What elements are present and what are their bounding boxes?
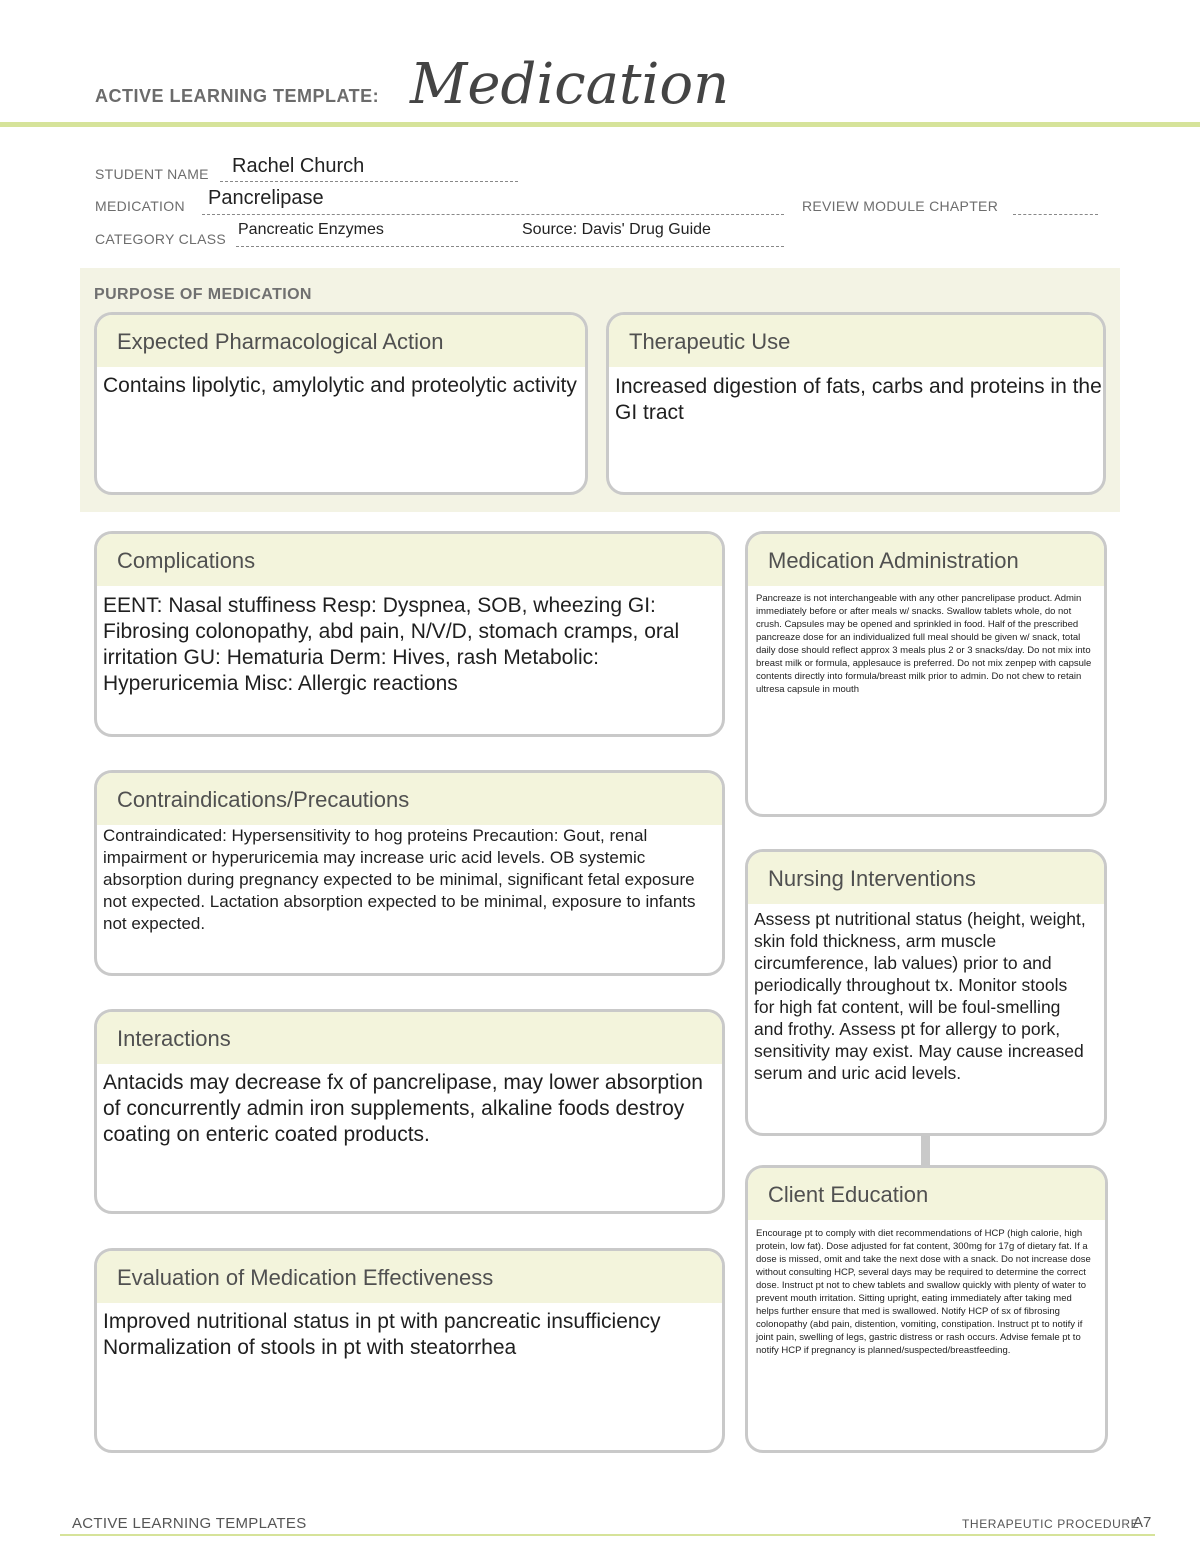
client-education-text[interactable]: Encourage pt to comply with diet recommendations of HCP (high calorie, high protein, low fat). Dose adjusted for fat content, 300mg for 17g of dietary fat. If a dose is missed, omit and take the next dose with a snack. Do not increase dose without consulting HCP, several days may be required to determine the correct dose. Instruct pt not to chew tablets and swallow quickly with plenty of water to prevent mouth irritation. Sitting upright, eating immediately after taking med helps further ensure that med is swallowed. Notify HCP of sx of fibrosing colonopathy (abd pain, distention, vomiting, constipation. Instruct pt to notify if joint pain, swelling of legs, gastric distress or rash occurs. Advise female pt to notify HCP if pregnancy is planned/suspected/breastfeeding. — [756, 1228, 1091, 1356]
contraindications-box — [94, 770, 725, 976]
client-education-heading: Client Education — [748, 1168, 1105, 1220]
footer-left: ACTIVE LEARNING TEMPLATES — [72, 1515, 307, 1532]
review-module-label: REVIEW MODULE CHAPTER — [802, 198, 999, 214]
student-name-label: STUDENT NAME — [95, 166, 209, 182]
category-class-line — [236, 246, 784, 247]
expected-action-heading: Expected Pharmacological Action — [97, 315, 585, 367]
medication-label: MEDICATION — [95, 198, 185, 214]
medication-line — [202, 214, 784, 215]
evaluation-heading: Evaluation of Medication Effectiveness — [97, 1251, 722, 1303]
medication-value[interactable]: Pancrelipase — [208, 187, 324, 209]
review-module-line[interactable] — [1013, 214, 1098, 215]
interactions-text[interactable]: Antacids may decrease fx of pancrelipase, may lower absorption of concurrently admin iron supplements, alkaline foods destroy coating on enteric coated products. — [103, 1071, 703, 1146]
complications-heading: Complications — [97, 534, 722, 586]
student-name-value[interactable]: Rachel Church — [232, 155, 365, 177]
nursing-interventions-text[interactable]: Assess pt nutritional status (height, weight, skin fold thickness, arm muscle circumference, lab values) prior to and periodically throughout tx. Monitor stools for high fat content, will be foul-smelling and frothy. Assess pt for allergy to pork, sensitivity may exist. May cause increased serum and uric acid levels. — [754, 909, 1086, 1083]
administration-text[interactable]: Pancreaze is not interchangeable with any other pancrelipase product. Admin immediately before or after meals w/ snacks. Swallow tablets whole, do not crush. Capsules may be opened and sprinkled in food. Half of the prescribed pancreaze dose for an individualized full meal should be given w/ snack, total daily dose should reflect approx 3 meals plus 2 or 3 snacks/day. Do not mix into breast milk or formula, applesauce is preferred. Do not mix zenpep with capsule contents directly into formula/breast milk prior to admin. Do not chew to retain ultresa capsule in mouth — [756, 593, 1092, 695]
footer-right: THERAPEUTIC PROCEDURE — [962, 1517, 1140, 1531]
administration-box — [745, 531, 1107, 817]
source-value[interactable]: Source: Davis' Drug Guide — [522, 221, 711, 238]
complications-box — [94, 531, 725, 737]
therapeutic-use-box — [606, 312, 1106, 495]
expected-action-text[interactable]: Contains lipolytic, amylolytic and proteolytic activity — [103, 374, 577, 397]
template-label: ACTIVE LEARNING TEMPLATE: — [95, 86, 380, 106]
expected-action-box — [94, 312, 588, 495]
category-class-label: CATEGORY CLASS — [95, 231, 227, 247]
contraindications-text[interactable]: Contraindicated: Hypersensitivity to hog proteins Precaution: Gout, renal impairment or hyperuricemia may increase uric acid levels. OB systemic absorption during pregnancy expected to be minimal, significant fetal exposure not expected. Lactation absorption expected to be minimal, exposure to infants not expected. — [103, 826, 696, 933]
purpose-title: PURPOSE OF MEDICATION — [94, 286, 312, 303]
client-education-box — [745, 1165, 1108, 1453]
nursing-interventions-box — [745, 849, 1107, 1136]
nursing-interventions-heading: Nursing Interventions — [748, 852, 1104, 904]
therapeutic-use-heading: Therapeutic Use — [609, 315, 1103, 367]
therapeutic-use-text[interactable]: Increased digestion of fats, carbs and proteins in the GI tract — [615, 375, 1102, 424]
evaluation-text[interactable] — [97, 1303, 722, 1361]
evaluation-line-2: Normalization of stools in pt with steatorrhea — [103, 1336, 517, 1359]
complications-text[interactable]: EENT: Nasal stuffiness Resp: Dyspnea, SOB, wheezing GI: Fibrosing colonopathy, abd pain, N/V/D, stomach cramps, oral irritation GU: Hematuria Derm: Hives, rash Metabolic: Hyperuricemia Misc: Allergic reactions — [103, 594, 680, 695]
page-number: A7 — [1133, 1514, 1152, 1531]
contraindications-heading: Contraindications/Precautions — [97, 773, 722, 825]
box-connector — [921, 1134, 930, 1168]
page-title: Medication — [410, 52, 730, 117]
interactions-box — [94, 1009, 725, 1214]
interactions-heading: Interactions — [97, 1012, 722, 1064]
category-class-value[interactable]: Pancreatic Enzymes — [238, 221, 384, 238]
footer-divider — [60, 1534, 1155, 1536]
evaluation-line-1: Improved nutritional status in pt with pancreatic insufficiency — [103, 1310, 661, 1333]
administration-heading: Medication Administration — [748, 534, 1104, 586]
student-name-line — [220, 181, 518, 182]
header-divider — [0, 122, 1200, 127]
evaluation-box — [94, 1248, 725, 1453]
